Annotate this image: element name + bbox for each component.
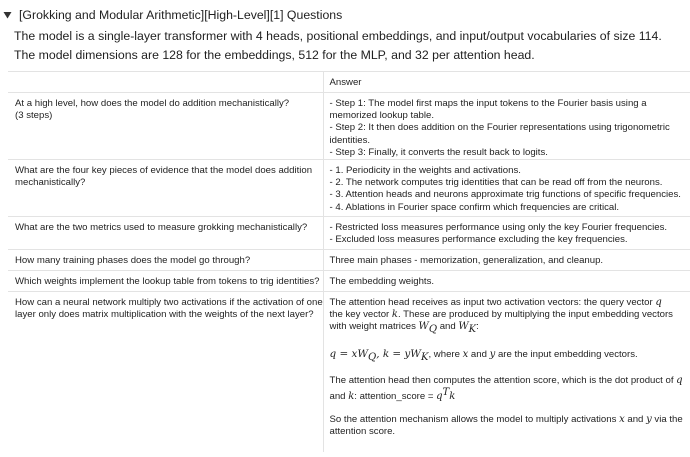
answer-cell xyxy=(323,292,690,452)
equation-line: $q = xW_Q$, $k = yW_K$, where x and y are the input embedding vectors. xyxy=(329,347,638,363)
question-cell: What are the two metrics used to measure grokking mechanistically? xyxy=(8,217,323,250)
table-row xyxy=(8,250,690,271)
question-cell: What are the four key pieces of evidence that the model does addition mechanistically? xyxy=(8,160,323,217)
answer-paragraph: The attention head then computes the attention score, which is the dot product of q and k: attention_score = $q^Tk$ xyxy=(329,374,683,403)
triangle-down-icon[interactable] xyxy=(1,9,13,21)
answer-cell: The embedding weights. xyxy=(323,271,690,292)
section-title: [Grokking and Modular Arithmetic][High-Level][1] Questions xyxy=(19,8,343,22)
table-row xyxy=(8,292,690,452)
model-description-line-2: The model dimensions are 128 for the embeddings, 512 for the MLP, and 32 per attention head. xyxy=(14,48,535,62)
question-cell: At a high level, how does the model do addition mechanistically? (3 steps) xyxy=(8,93,323,160)
question-cell: How can a neural network multiply two activations if the activation of one layer only does matrix multiplication with the weights of the next layer? xyxy=(8,292,323,452)
table-row xyxy=(8,271,690,292)
table-row xyxy=(8,160,690,217)
qa-table xyxy=(8,71,690,452)
column-header-answer: Answer xyxy=(323,72,690,93)
question-cell: How many training phases does the model go through? xyxy=(8,250,323,271)
model-description-line-1: The model is a single-layer transformer with 4 heads, positional embeddings, and input/output vocabularies of size 114. xyxy=(14,29,662,43)
answer-cell: Three main phases - memorization, generalization, and cleanup. xyxy=(323,250,690,271)
answer-paragraph: The attention head receives as input two activation vectors: the query vector q the key vector k. These are produced by multiplying the input embedding vectors with weight matrices $W_Q$ and $W_K$: xyxy=(329,297,673,336)
question-cell: Which weights implement the lookup table from tokens to trig identities? xyxy=(8,271,323,292)
section-header xyxy=(0,7,342,23)
table-row xyxy=(8,217,690,250)
answer-cell: - Restricted loss measures performance using only the key Fourier frequencies. - Excluded loss measures performance excluding the key frequencies. xyxy=(323,217,690,250)
answer-cell: - Step 1: The model first maps the input tokens to the Fourier basis using a memorized lookup table. - Step 2: It then does addition on the Fourier representations using trigonometric identities. - Step 3: Finally, it converts the result back to logits. xyxy=(323,93,690,160)
table-row xyxy=(8,93,690,160)
answer-cell: - 1. Periodicity in the weights and activations. - 2. The network computes trig identities that can be read off from the neurons. - 3. Attention heads and neurons approximate trig functions of specific frequencies. - 4. Ablations in Fourier space confirm which frequencies are critical. xyxy=(323,160,690,217)
column-header-question xyxy=(8,72,323,93)
answer-paragraph: So the attention mechanism allows the model to multiply activations x and y via the attention score. xyxy=(329,414,683,438)
table-header-row xyxy=(8,72,690,93)
